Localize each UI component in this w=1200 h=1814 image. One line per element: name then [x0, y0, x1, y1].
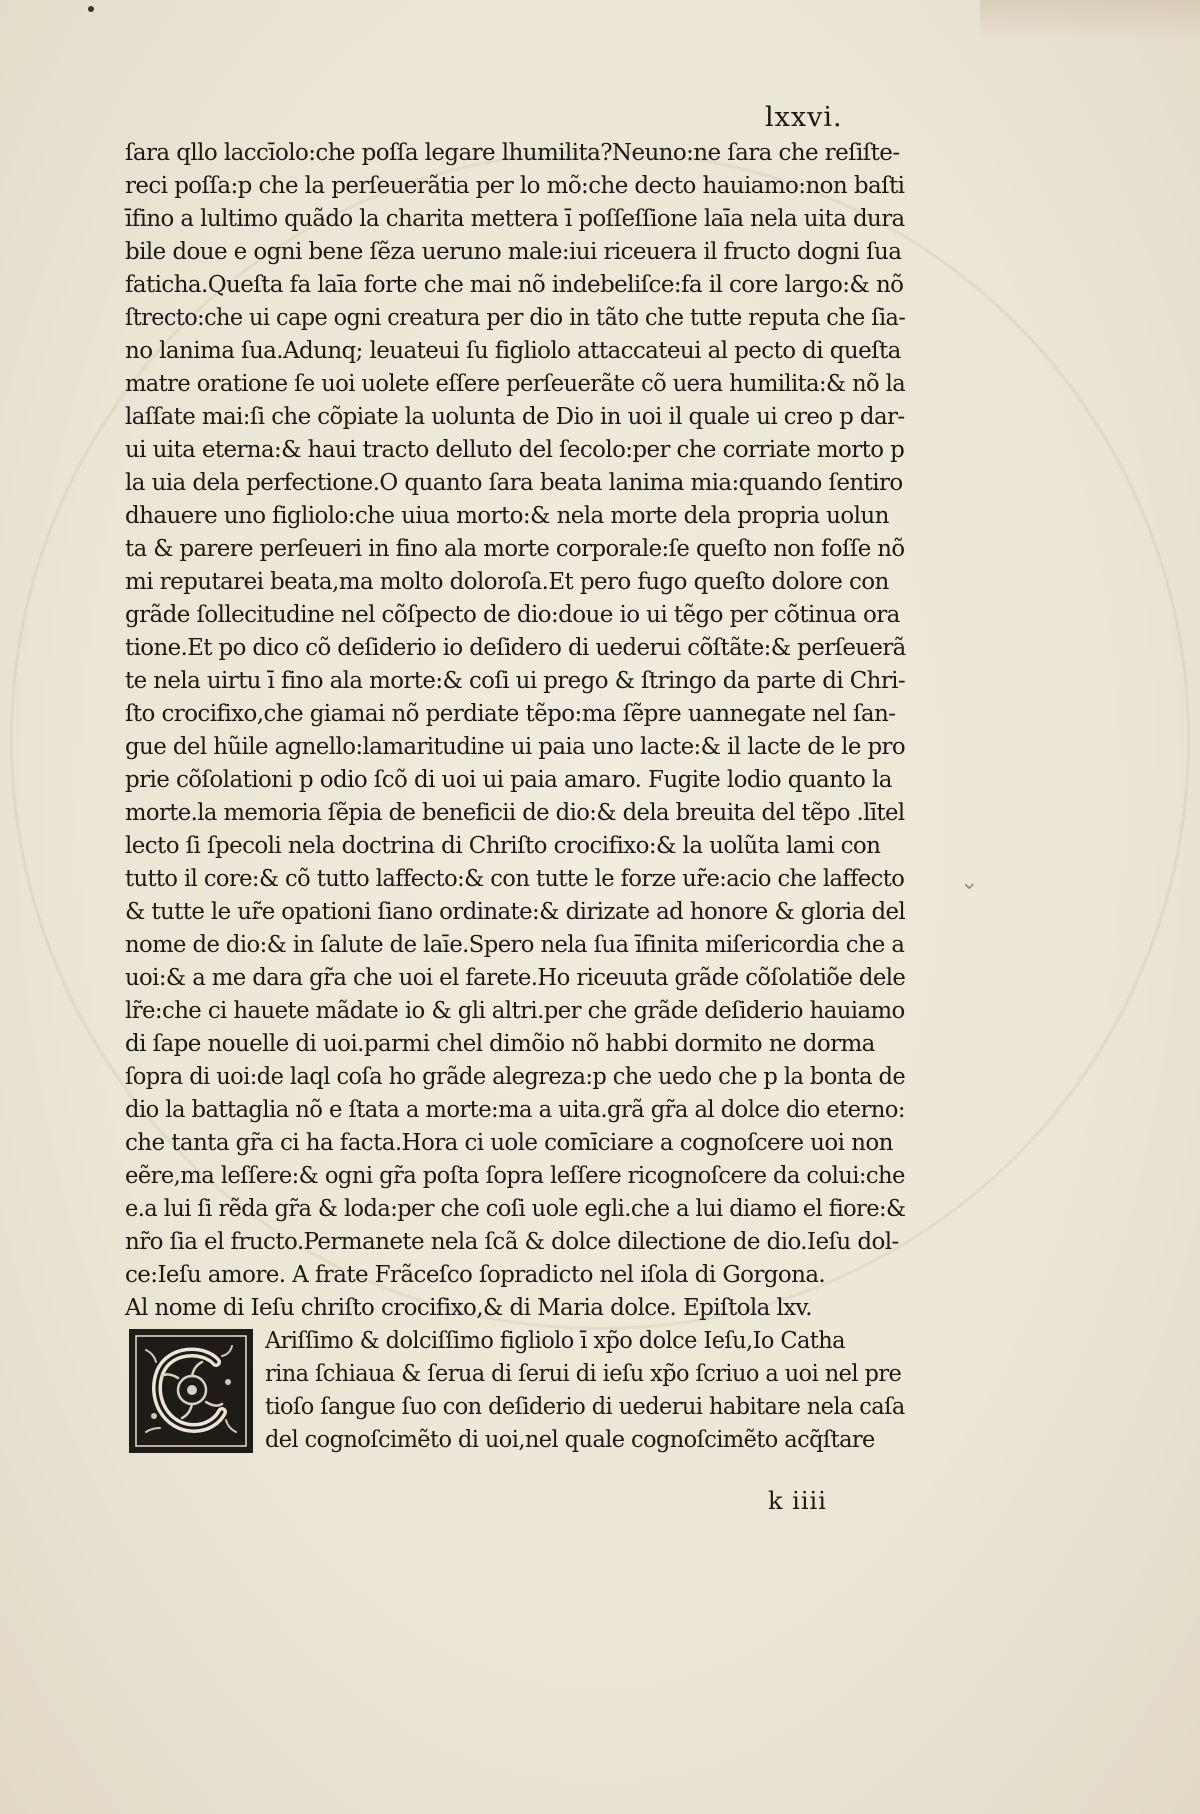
- margin-annotation: ⌄: [960, 870, 979, 895]
- text-line: nome de dio:& in ſalute de laīe.Spero nela ſua īfinita miſericordia che a: [125, 932, 905, 958]
- letter-heading: Al nome di Ieſu chriſto crocifixo,& di Maria dolce. Epiſtola lxv.: [125, 1295, 812, 1321]
- text-line: ſopra di uoi:de laql coſa ho grãde alegreza:p che uedo che p la bonta de: [125, 1064, 906, 1090]
- text-line: lecto ſi ſpecoli nela doctrina di Chriſto crocifixo:& la uolũta lami con: [125, 833, 881, 859]
- text-line: grãde ſollecitudine nel cõſpecto de dio:doue io ui tẽgo per cõtinua ora: [125, 602, 900, 628]
- text-line: ſtrecto:che ui cape ogni creatura per dio in tãto che tutte reputa che ſia-: [125, 305, 906, 331]
- text-line: īfino a lultimo quãdo la charita mettera ī poſſeſſione laīa nela uita dura: [125, 206, 905, 232]
- text-line: faticha.Queſta fa laīa forte che mai nõ indebeliſce:fa il core largo:& nõ: [125, 272, 904, 298]
- text-line: laſſate mai:ſi che cõpiate la uolunta de Dio in uoi il quale ui creo p dar-: [125, 404, 905, 430]
- letter-lines: [265, 1325, 920, 1457]
- text-line: del cognoſcimẽto di uoi,nel quale cognoſcimẽto acq̃ſtare: [265, 1427, 875, 1453]
- floral-initial-icon: [132, 1332, 250, 1450]
- text-line: morte.la memoria ſẽpia de beneficii de dio:& dela breuita del tẽpo .lītel: [125, 800, 905, 826]
- text-line: nr̃o ſia el fructo.Permanete nela ſcã & dolce dilectione de dio.Ieſu dol-: [125, 1229, 899, 1255]
- text-line: la uia dela perfectione.O quanto ſara beata lanima mia:quando ſentiro: [125, 470, 903, 496]
- text-line: tutto il core:& cõ tutto laffecto:& con tutte le forze ur̃e:acio che laffecto: [125, 866, 905, 892]
- text-line: te nela uirtu ī fino ala morte:& coſi ui prego & ſtringo da parte di Chri-: [125, 668, 906, 694]
- text-line: & tutte le ur̃e opationi ſiano ordinate:& dirizate ad honore & gloria del: [125, 899, 906, 925]
- main-text-block: [125, 137, 905, 1457]
- text-line: dhauere uno figliolo:che uiua morto:& nela morte dela propria uolun: [125, 503, 889, 529]
- text-line: ta & parere perſeueri in fino ala morte corporale:ſe queſto non foſſe nõ: [125, 536, 905, 562]
- ink-speck: [88, 6, 94, 12]
- text-line: ce:Ieſu amore. A frate Frãceſco ſopradicto nel iſola di Gorgona.: [125, 1262, 826, 1288]
- text-line: rina ſchiaua & ſerua di ſerui di ieſu xp̃o ſcriuo a uoi nel pre: [265, 1361, 902, 1387]
- text-line: eẽre,ma leſſere:& ogni gr̃a poſta ſopra leſſere ricognoſcere da colui:che: [125, 1163, 905, 1189]
- decorated-initial-c: [129, 1329, 253, 1453]
- text-line: ſara qllo laccīolo:che poſſa legare lhumilita?Neuno:ne ſara che reſiſte-: [125, 140, 900, 166]
- text-line: mi reputarei beata,ma molto doloroſa.Et pero fugo queſto dolore con: [125, 569, 889, 595]
- text-line: no lanima ſua.Adunq; leuateui ſu figliolo attaccateui al pecto di queſta: [125, 338, 901, 364]
- text-line: ui uita eterna:& haui tracto delluto del ſecolo:per che corriate morto p: [125, 437, 905, 463]
- text-line: matre oratione ſe uoi uolete eſſere perſeuerãte cõ uera humilita:& nõ la: [125, 371, 906, 397]
- signature-mark: k iiii: [768, 1487, 827, 1515]
- text-line: ſto crocifixo,che giamai nõ perdiate tẽpo:ma ſẽpre uannegate nel ſan-: [125, 701, 896, 727]
- text-line: Ariſſimo & dolciſſimo figliolo ī xp̃o dolce Ieſu,Io Catha: [265, 1328, 845, 1354]
- text-line: uoi:& a me dara gr̃a che uoi el farete.Ho riceuuta grãde cõſolatiõe dele: [125, 965, 906, 991]
- text-line: dio la battaglia nõ e ſtata a morte:ma a uita.grã gr̃a al dolce dio eterno:: [125, 1097, 905, 1123]
- text-line: di ſape nouelle di uoi.parmi chel dimõio nõ habbi dormito ne dorma: [125, 1031, 875, 1057]
- text-line: che tanta gr̃a ci ha facta.Hora ci uole comīciare a cognoſcere uoi non: [125, 1130, 893, 1156]
- text-line: lr̃e:che ci hauete mãdate io & gli altri.per che grãde deſiderio hauiamo: [125, 998, 905, 1024]
- text-line: tioſo ſangue ſuo con deſiderio di uederui habitare nela caſa: [265, 1394, 905, 1420]
- text-line: tione.Et po dico cõ deſiderio io deſidero di uederui cõſtãte:& perſeuerã: [125, 635, 906, 661]
- text-line: reci poſſa:p che la perſeuerãtia per lo mõ:che decto hauiamo:non baſti: [125, 173, 905, 199]
- letter-opening: [125, 1325, 905, 1457]
- text-line: bile doue e ogni bene ſẽza ueruno male:iui riceuera il fructo dogni ſua: [125, 239, 902, 265]
- text-line: prie cõſolationi p odio ſcõ di uoi ui paia amaro. Fugite lodio quanto la: [125, 767, 892, 793]
- text-line: gue del hũile agnello:lamaritudine ui paia uno lacte:& il lacte de le pro: [125, 734, 906, 760]
- folio-number: lxxvi.: [765, 102, 843, 133]
- text-line: e.a lui ſi rẽda gr̃a & loda:per che coſi uole egli.che a lui diamo el fiore:&: [125, 1196, 906, 1222]
- page-corner-stain: [980, 0, 1200, 40]
